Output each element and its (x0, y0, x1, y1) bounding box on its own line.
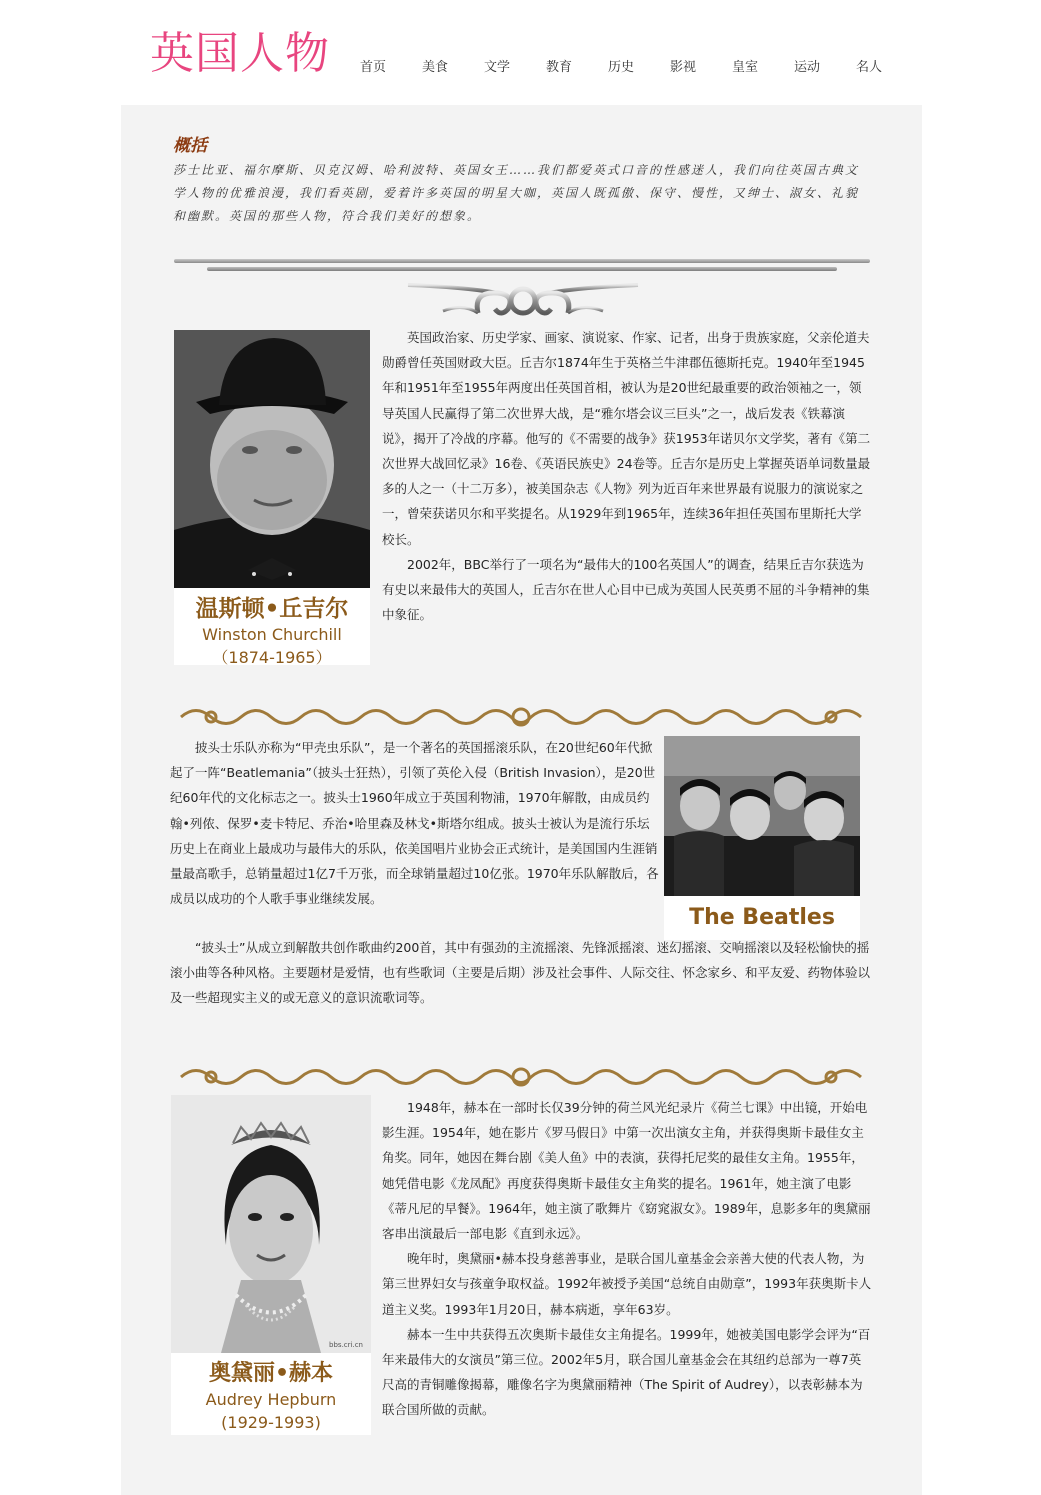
nav-food[interactable]: 美食 (422, 60, 449, 75)
churchill-caption-en: Winston Churchill (202, 625, 342, 644)
hepburn-caption-en: Audrey Hepburn (205, 1390, 337, 1409)
beatles-photo-card (664, 736, 860, 940)
hepburn-watermark: bbs.cri.cn (329, 1341, 363, 1349)
beatles-paragraph-2: “披头士”从成立到解散共创作歌曲约200首，其中有强劲的主流摇滚、先锋派摇滚、迷幻摇滚、交响摇滚以及轻松愉快的摇滚小曲等各种风格。主要题材是爱情，也有些歌词（主要是后期）涉及社会事件、人际交往、怀念家乡、和平友爱、药物体验以及一些超现实主义的或无意义的意识流歌词等。 (170, 940, 871, 1006)
beatles-paragraph-1: 披头士乐队亦称为“甲壳虫乐队”，是一个著名的英国摇滚乐队，在20世纪60年代掀起了一阵“Beatlemania”（披头士狂热），引领了英伦入侵（British Invasion），是20世纪60年代的文化标志之一。披头士1960年成立于英国利物浦，1970年解散，由成员约翰•列侬、保罗•麦卡特尼、乔治•哈里森及林戈•斯塔尔组成。披头士被认为是流行乐坛历史上在商业上最成功与最伟大的乐队，依美国唱片业协会正式统计，是美国国内生涯销量最高歌手，总销量超过1亿7千万张，而全球销量超过10亿张。1970年乐队解散后，各成员以成功的个人歌手事业继续发展。 (170, 740, 659, 907)
hepburn-paragraph-2: 晚年时，奥黛丽•赫本投身慈善事业，是联合国儿童基金会亲善大使的代表人物，为第三世界妇女与孩童争取权益。1992年被授予美国“总统自由勋章”，1993年获奥斯卡人道主义奖。1993年1月20日，赫本病逝，享年63岁。 (382, 1251, 872, 1317)
nav-history[interactable]: 历史 (608, 60, 635, 75)
churchill-paragraph-2: 2002年，BBC举行了一项名为“最伟大的100名英国人”的调查，结果丘吉尔获选为有史以来最伟大的英国人，丘吉尔在世人心目中已成为英国人民英勇不屈的斗争精神的集中象征。 (382, 556, 870, 623)
churchill-caption-years: （1874-1965） (212, 648, 332, 667)
nav-literature[interactable]: 文学 (484, 60, 511, 75)
gold-scroll-divider-2 (176, 1060, 866, 1094)
overview-title: 概括 (173, 136, 207, 156)
beatles-text-2 (170, 935, 872, 1011)
churchill-portrait (174, 330, 370, 588)
hepburn-caption-years: (1929-1993) (221, 1413, 321, 1432)
beatles-text (170, 735, 660, 911)
site-header (0, 0, 1041, 105)
hepburn-paragraph-1: 1948年，赫本在一部时长仅39分钟的荷兰风光纪录片《荷兰七课》中出镜，开始电影生涯。1954年，她在影片《罗马假日》中第一次出演女主角，并获得奥斯卡最佳女主角奖。同年，她因在舞台剧《美人鱼》中的表演，获得托尼奖的最佳女主角。1955年，她凭借电影《龙凤配》再度获得奥斯卡最佳女主角奖的提名。1961年，她主演了电影《蒂凡尼的早餐》。1964年，她主演了歌舞片《窈窕淑女》。1989年，息影多年的奥黛丽客串出演最后一部电影《直到永远》。 (382, 1100, 871, 1242)
nav-education[interactable]: 教育 (546, 60, 573, 75)
main-nav (360, 60, 918, 76)
nav-film[interactable]: 影视 (670, 60, 697, 75)
site-logo[interactable]: 英国人物 (150, 28, 330, 79)
divider-line-bottom (207, 267, 837, 271)
churchill-caption-cn: 温斯顿•丘吉尔 (195, 596, 349, 622)
beatles-photo (664, 736, 860, 896)
churchill-paragraph-1: 英国政治家、历史学家、画家、演说家、作家、记者，出身于贵族家庭，父亲伦道夫勋爵曾任英国财政大臣。丘吉尔1874年生于英格兰牛津郡伍德斯托克。1940年至1945年和1951年至1955年两度出任英国首相，被认为是20世纪最重要的政治领袖之一，领导英国人民赢得了第二次世界大战，是“雅尔塔会议三巨头”之一，战后发表《铁幕演说》，揭开了冷战的序幕。他写的《不需要的战争》获1953年诺贝尔文学奖，著有《第二次世界大战回忆录》16卷、《英语民族史》24卷等。丘吉尔是历史上掌握英语单词数量最多的人之一（十二万多），被美国杂志《人物》列为近百年来世界最有说服力的演说家之一，曾荣获诺贝尔和平奖提名。从1929年到1965年，连续36年担任英国布里斯托大学校长。 (382, 330, 871, 547)
churchill-photo-card (174, 330, 370, 665)
churchill-text (382, 325, 872, 627)
hepburn-portrait (171, 1095, 371, 1353)
divider-line-top (174, 259, 870, 263)
main-content (121, 105, 922, 1495)
hepburn-photo-card (171, 1095, 371, 1435)
beatles-caption: The Beatles (689, 905, 835, 930)
gold-scroll-divider (176, 700, 866, 734)
hepburn-caption-cn: 奥黛丽•赫本 (208, 1361, 334, 1386)
nav-sports[interactable]: 运动 (794, 60, 821, 75)
nav-home[interactable]: 首页 (360, 60, 387, 75)
overview-text: 莎士比亚、福尔摩斯、贝克汉姆、哈利波特、英国女王……我们都爱英式口音的性感迷人，我们向往英国古典文学人物的优雅浪漫，我们看英剧，爱着许多英国的明星大咖，英国人既孤傲、保守、慢性，又绅士、淑女、礼貌和幽默。英国的那些人物，符合我们美好的想象。 (173, 163, 860, 223)
scroll-ornament (403, 273, 643, 323)
nav-celebrities[interactable]: 名人 (856, 60, 883, 75)
nav-royal[interactable]: 皇室 (732, 60, 759, 75)
hepburn-text (382, 1095, 872, 1423)
hepburn-paragraph-3: 赫本一生中共获得五次奥斯卡最佳女主角提名。1999年，她被美国电影学会评为“百年来最伟大的女演员”第三位。2002年5月，联合国儿童基金会在其纽约总部为一尊7英尺高的青铜雕像揭幕，雕像名字为奥黛丽精神（The Spirit of Audrey），以表彰赫本为联合国所做的贡献。 (382, 1326, 871, 1418)
